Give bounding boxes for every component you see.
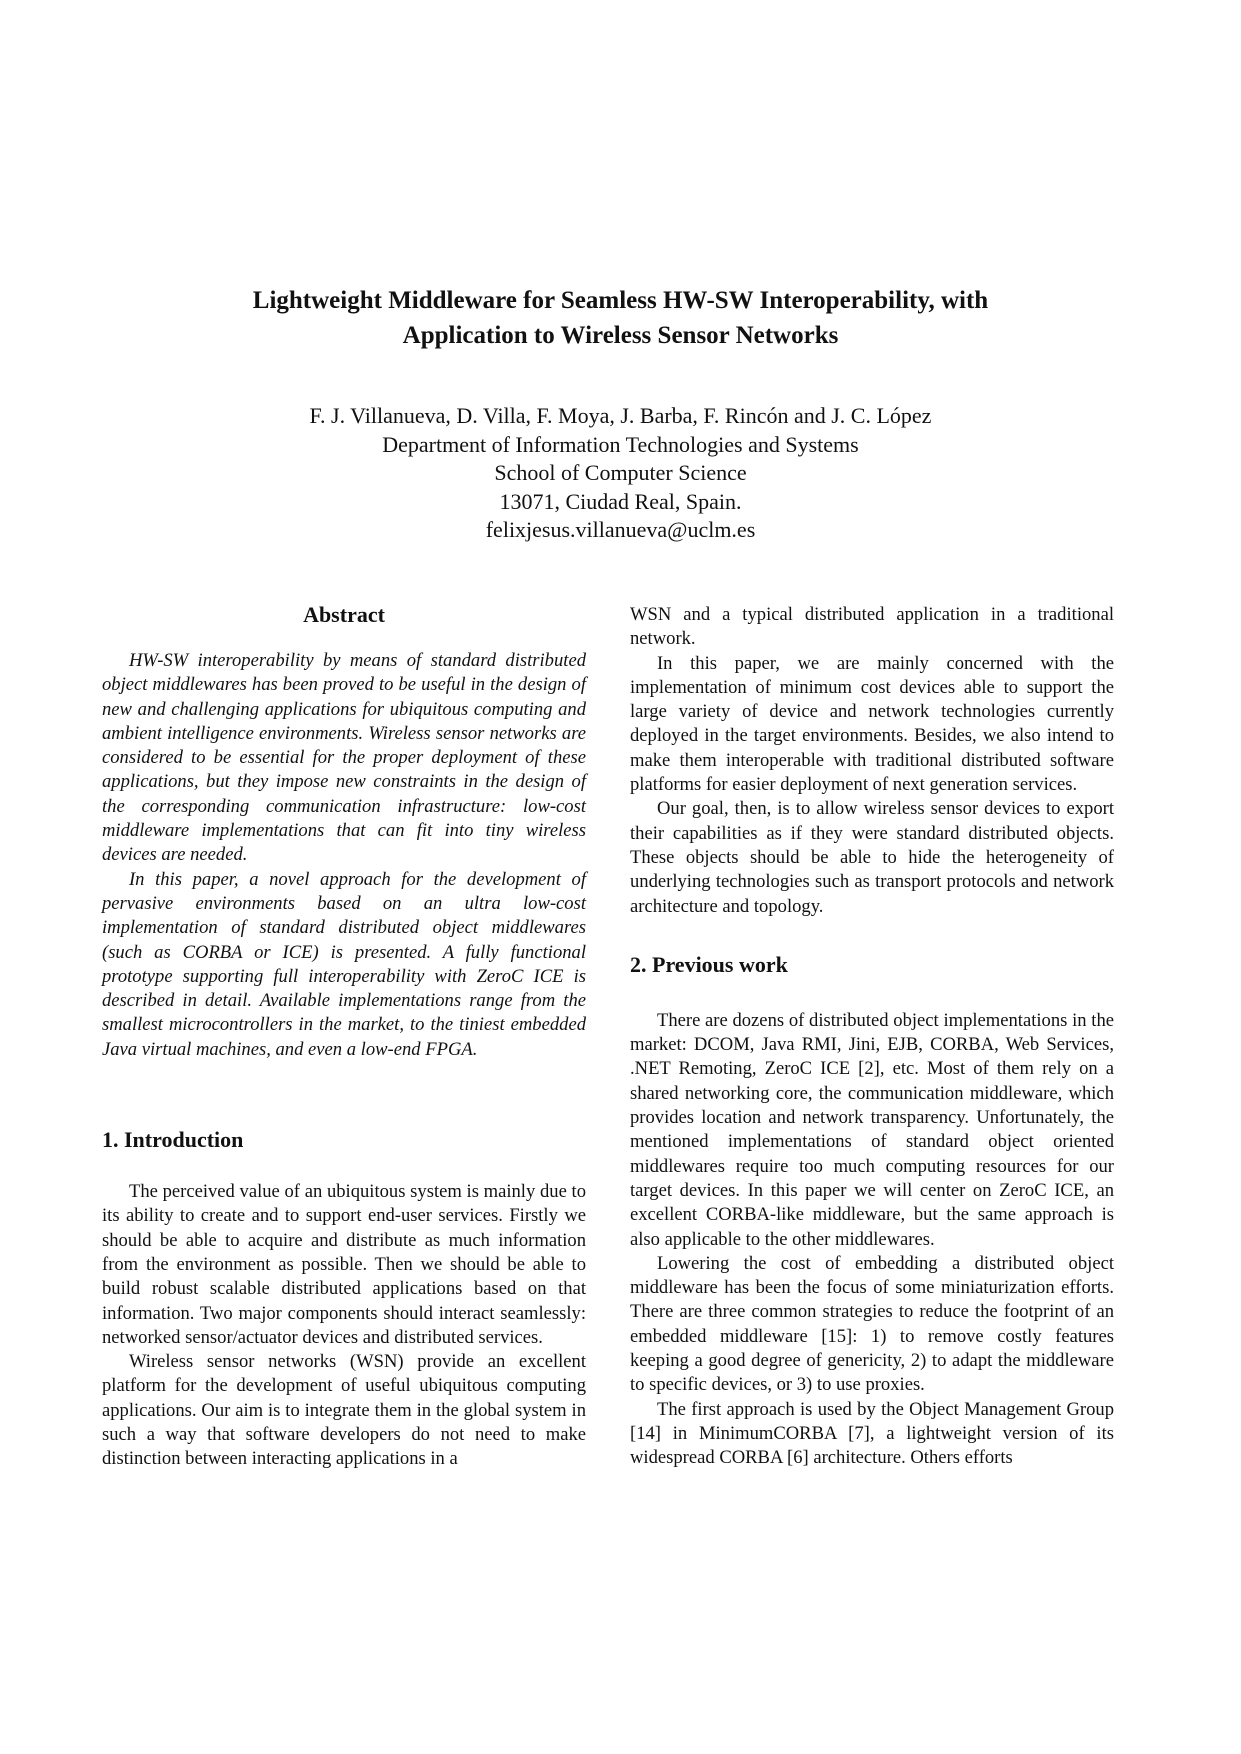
author-names: F. J. Villanueva, D. Villa, F. Moya, J. Barba, F. Rincón and J. C. López <box>309 403 932 428</box>
body-paragraph: In this paper, we are mainly concerned with the implementation of minimum cost devices able to support the large variety of device and network technologies currently deployed in the target environments. Besides, we also intend to make them interoperable with traditional distributed software platforms for easier deployment of next generation services. <box>630 652 1114 796</box>
abstract-paragraph: In this paper, a novel approach for the development of pervasive environments based on an ultra low-cost implementation of standard distributed object middlewares (such as CORBA or ICE) is presented. A fully functional prototype supporting full interoperability with ZeroC ICE is described in detail. Available implementations range from the smallest microcontrollers in the market, to the tiniest embedded Java virtual machines, and even a low-end FPGA. <box>102 868 586 1060</box>
abstract-section <box>102 600 586 1062</box>
body-paragraph: There are dozens of distributed object implementations in the market: DCOM, Java RMI, Jini, EJB, CORBA, Web Services, .NET Remoting, ZeroC ICE [2], etc. Most of them rely on a shared networking core, the communication middleware, which provides location and network transparency. Unfortunately, the mentioned implementations of standard object oriented middlewares require too much computing resources for our target devices. In this paper we will center on ZeroC ICE, an excellent CORBA-like middleware, but the same approach is also applicable to the other middlewares. <box>630 1009 1114 1250</box>
body-paragraph: Our goal, then, is to allow wireless sensor devices to export their capabilities as if they were standard distributed objects. These objects should be able to hide the heterogeneity of underlying technologies such as transport protocols and network architecture and topology. <box>630 798 1114 917</box>
body-paragraph: Lowering the cost of embedding a distributed object middleware has been the focus of some miniaturization efforts. There are three common strategies to reduce the footprint of an embedded middleware [15]: 1) to remove costly features keeping a good degree of genericity, 2) to adapt the middleware to specific devices, or 3) to use proxies. <box>630 1252 1114 1396</box>
abstract-paragraph: HW-SW interoperability by means of standard distributed object middlewares has been proved to be useful in the design of new and challenging applications for ubiquitous computing and ambient intelligence environments. Wireless sensor networks are considered to be essential for the proper deployment of these applications, but they impose new constraints in the design of the corresponding communication infrastructure: low-cost middleware implementations that can fit into tiny wireless devices are needed. <box>102 650 586 866</box>
department: Department of Information Technologies and Systems <box>382 431 859 457</box>
body-paragraph: Wireless sensor networks (WSN) provide an excellent platform for the development of useful ubiquitous computing applications. Our aim is to integrate them in the global system in such a way that software developers do not need to make distinction between interacting applications in a <box>102 1351 586 1470</box>
section-heading-introduction: 1. Introduction <box>102 1127 244 1153</box>
school: School of Computer Science <box>494 460 747 485</box>
right-column <box>630 603 1114 1471</box>
paper-title <box>100 283 1141 353</box>
author-block <box>100 402 1141 545</box>
title-line: Application to Wireless Sensor Networks <box>402 322 839 349</box>
left-column <box>102 600 586 1472</box>
abstract-heading: Abstract <box>303 602 385 627</box>
email: felixjesus.villanueva@uclm.es <box>485 517 756 542</box>
title-line: Lightweight Middleware for Seamless HW-SW Interoperability, with <box>252 287 989 314</box>
body-paragraph-continuation: WSN and a typical distributed application in a traditional network. <box>630 604 1114 650</box>
section-heading-previous-work: 2. Previous work <box>630 951 788 977</box>
address: 13071, Ciudad Real, Spain. <box>499 488 742 514</box>
body-paragraph: The perceived value of an ubiquitous system is mainly due to its ability to create and to support end-user services. Firstly we should be able to acquire and distribute as much information from the environment as possible. Then we should be able to build robust scalable distributed applications based on that information. Two major components should interact seamlessly: networked sensor/actuator devices and distributed services. <box>102 1181 586 1348</box>
body-paragraph: The first approach is used by the Object Management Group [14] in MinimumCORBA [7], a lightweight version of its widespread CORBA [6] architecture. Others efforts <box>630 1398 1114 1469</box>
